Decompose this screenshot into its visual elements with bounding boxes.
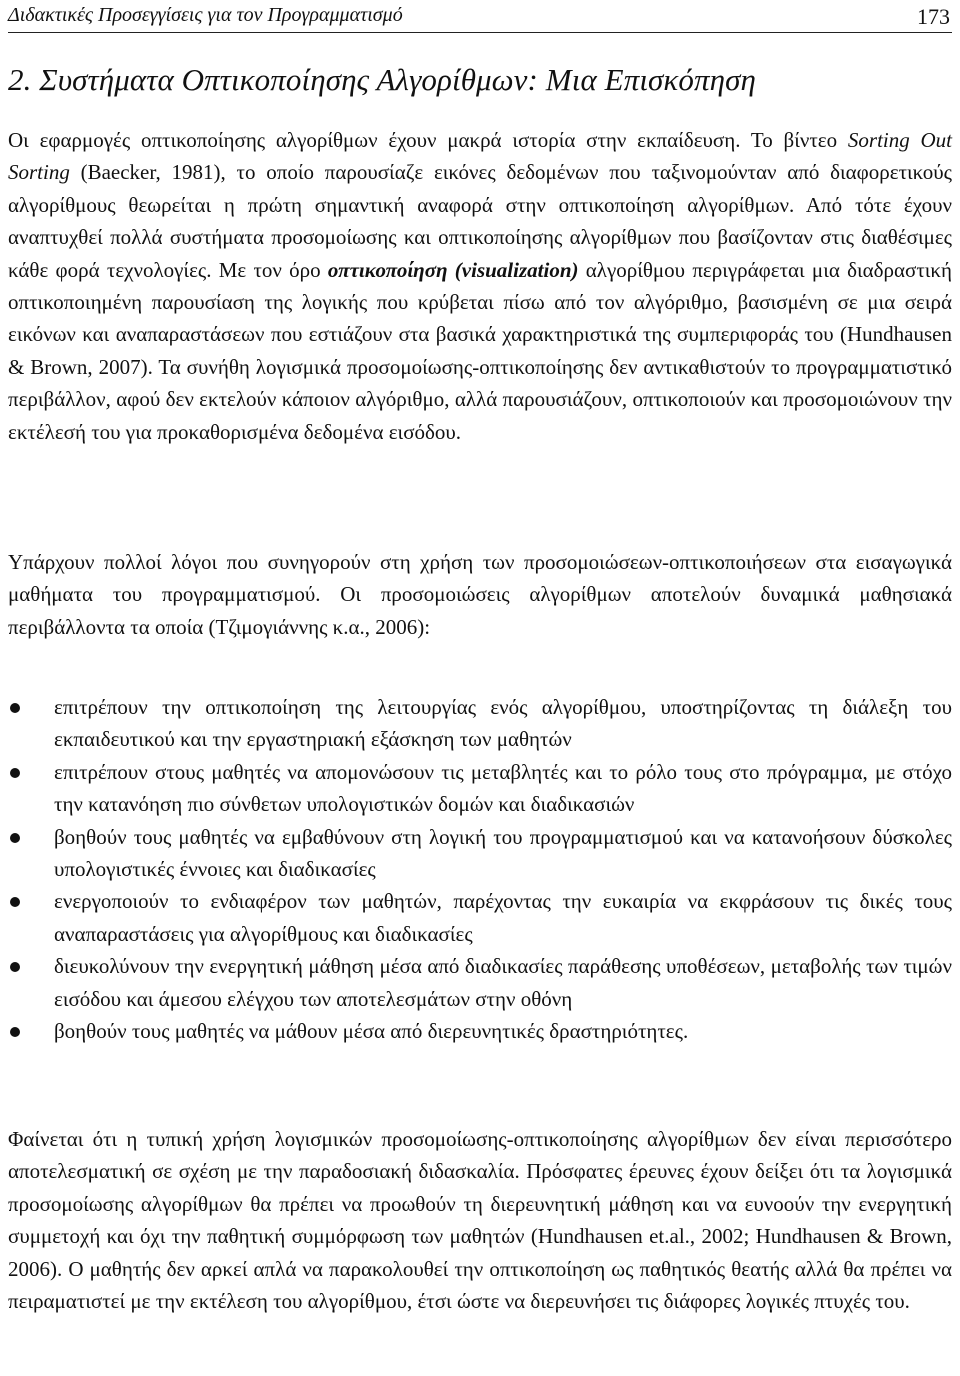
paragraph-text: Οι εφαρμογές οπτικοποίησης αλγορίθμων έχουν μακρά ιστορία στην εκπαίδευση. Το βίντεο — [8, 128, 848, 152]
paragraph-findings: Φαίνεται ότι η τυπική χρήση λογισμικών προσομοίωσης-οπτικοποίησης αλγορίθμων δεν είναι περισσότερο αποτελεσματική σε σχέση με την παραδοσιακή διδασκαλία. Πρόσφατες έρευνες έχουν δείξει ότι τα λογισμικά προσομοίωσης αλγορίθμων θα πρέπει να προωθούν τη διερευνητική μάθηση και να ευνοούν την ενεργητική συμμετοχή και όχι την παθητική συμμόρφωση των μαθητών (Hundhausen et.al., 2002; Hundhausen & Brown, 2006). Ο μαθητής δεν αρκεί απλά να παρακολουθεί την οπτικοποίηση ως παθητικός θεατής αλλά θα πρέπει να πειραματιστεί με την εκτέλεση του αλγορίθμου, έτσι ώστε να διερευνήσει τις διάφορες λογικές πτυχές του. — [8, 1127, 952, 1314]
paragraph-reasons: Υπάρχουν πολλοί λόγοι που συνηγορούν στη χρήση των προσομοιώσεων-οπτικοποιήσεων στα εισαγωγικά μαθήματα του προγραμματισμού. Οι προσομοιώσεις αλγορίθμων αποτελούν δυναμικά μαθησιακά περιβάλλοντα τα οποία (Τζιμογιάννης κ.α., 2006): — [8, 550, 952, 639]
list-item-text: ενεργοποιούν το ενδιαφέρον των μαθητών, παρέχοντας την ευκαιρία να εκφράσουν τις δικές τους αναπαραστάσεις για αλγορίθμους και διαδικασίες — [54, 889, 952, 946]
list-item — [0, 821, 952, 886]
paragraph-text: (Baecker, 1981), το οποίο παρουσίαζε εικόνες δεδομένων που ταξινομούνταν από διαφορετικούς αλγορίθμους θεωρείται η πρώτη σημαντική αναφορά στην οπτικοποίηση αλγορίθμων. Από τότε έχουν αναπτυχθεί πολλά συστήματα προσομοίωσης και οπτικοποίησης αλγορίθμων που βασίζονταν στις διαθέσιμες κάθε φορά τεχνολογίες. Με τον όρο — [8, 160, 952, 282]
paragraph-text: αλγορίθμου περιγράφεται μια διαδραστική οπτικοποιημένη παρουσίαση της λογικής που κρύβεται πίσω από τον αλγόριθμο, βασισμένη σε μια σειρά εικόνων και αναπαραστάσεων που εστιάζουν στα βασικά χαρακτηριστικά της συμπεριφοράς του (Hundhausen & Brown, 2007). Τα συνήθη λογισμικά προσομοίωσης-οπτικοποίησης δεν αντικαθιστούν το προγραμματιστικό περιβάλλον, αφού δεν εκτελούν κάποιον αλγόριθμο, αλλά παρουσιάζουν, οπτικοποιούν και προσομοιώνουν την εκτέλεσή του για προκαθορισμένα δεδομένα εισόδου. — [8, 257, 952, 444]
benefits-list — [0, 691, 952, 1047]
bullet-icon — [10, 768, 20, 778]
bullet-icon — [10, 833, 20, 843]
defined-term: οπτικοποίηση (visualization) — [327, 257, 579, 282]
running-header — [8, 2, 952, 33]
bullet-icon — [10, 962, 20, 972]
list-item — [0, 885, 952, 950]
bullet-icon — [10, 1027, 20, 1037]
list-item — [0, 1015, 952, 1047]
list-item — [0, 756, 952, 821]
paragraph-history — [8, 124, 952, 448]
video-title: Sorting Out Sorting — [8, 128, 953, 185]
page-number: 173 — [917, 4, 950, 29]
list-item — [0, 691, 952, 756]
list-item — [0, 950, 952, 1015]
list-item-text: επιτρέπουν στους μαθητές να απομονώσουν τις μεταβλητές και το ρόλο τους στο πρόγραμμα, με στόχο την κατανόηση πιο σύνθετων υπολογιστικών δομών και διαδικασιών — [54, 759, 952, 817]
list-item-text: επιτρέπουν την οπτικοποίηση της λειτουργίας ενός αλγορίθμου, υποστηρίζοντας τη διάλεξη του εκπαιδευτικού και την εργαστηριακή εξάσκηση των μαθητών — [54, 695, 952, 752]
bullet-icon — [10, 703, 20, 713]
bullet-icon — [10, 897, 20, 907]
section-heading: 2. Συστήματα Οπτικοποίησης Αλγορίθμων: Μια Επισκόπηση — [8, 62, 756, 97]
list-item-text: βοηθούν τους μαθητές να μάθουν μέσα από διερευνητικές δραστηριότητες. — [54, 1019, 689, 1044]
list-item-text: διευκολύνουν την ενεργητική μάθηση μέσα από διαδικασίες παράθεσης υποθέσεων, μεταβολής των τιμών εισόδου και άμεσου ελέγχου των αποτελεσμάτων στην οθόνη — [54, 954, 952, 1011]
list-item-text: βοηθούν τους μαθητές να εμβαθύνουν στη λογική του προγραμματισμού και να κατανοήσουν δύσκολες υπολογιστικές έννοιες και διαδικασίες — [54, 824, 952, 882]
running-title: Διδακτικές Προσεγγίσεις για τον Προγραμματισμό — [8, 4, 403, 26]
